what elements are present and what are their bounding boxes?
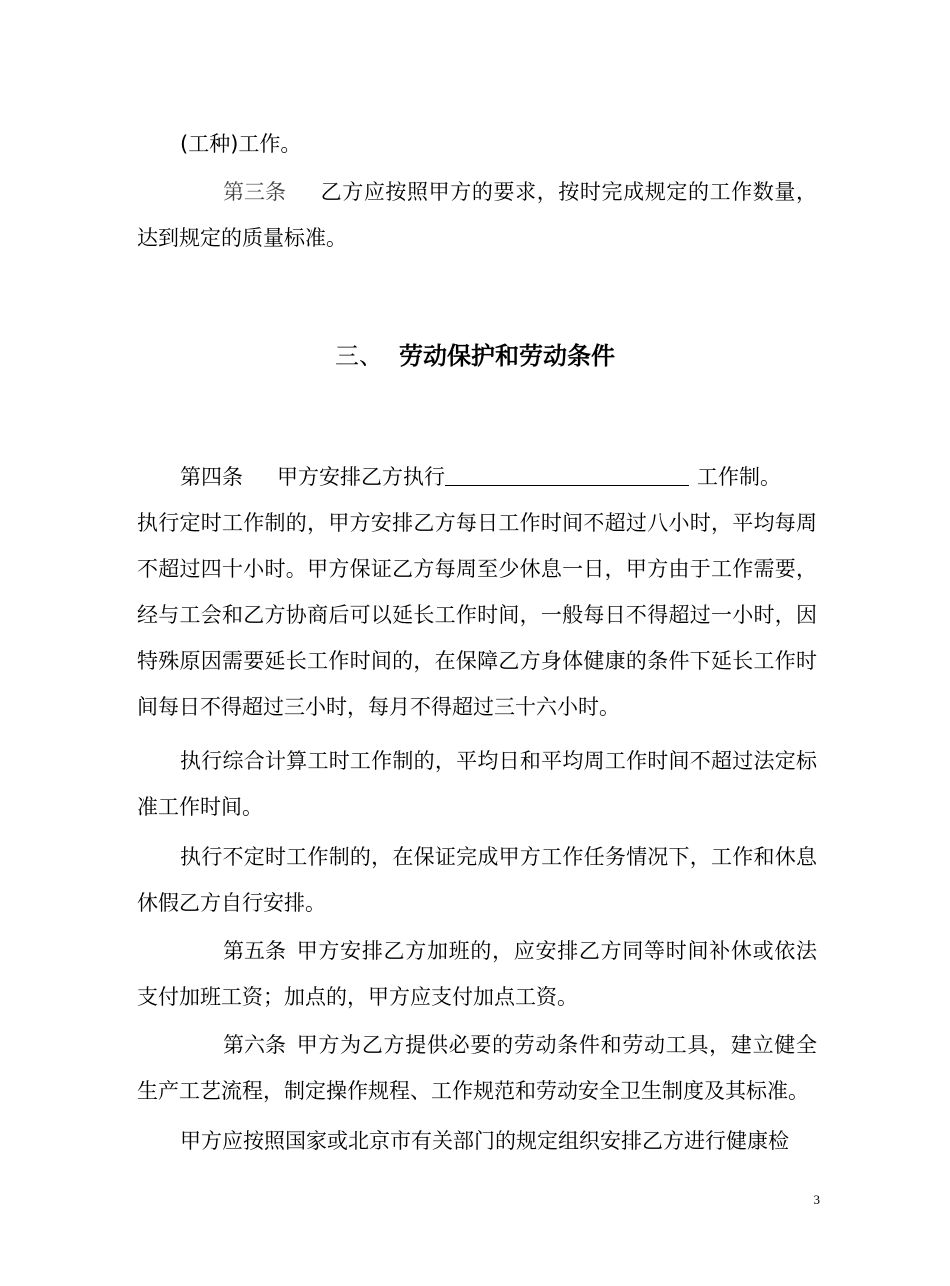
article-4-lead: 甲方安排乙方执行	[277, 465, 445, 489]
article-4-tail: 工作制。	[697, 465, 781, 489]
article-6	[137, 1022, 817, 1114]
section-heading	[0, 336, 950, 376]
article-3-label: 第三条	[223, 180, 286, 204]
article-4-body	[137, 500, 817, 730]
article-6-text: 甲方为乙方提供必要的劳动条件和劳动工具，建立健全生产工艺流程，制定操作规程、工作规范和劳动安全卫生制度及其标准。	[137, 1033, 817, 1103]
page-number: 3	[813, 1192, 820, 1207]
article-4-irregular	[137, 834, 817, 926]
article-6-health	[137, 1118, 817, 1164]
article-3-text: 乙方应按照甲方的要求，按时完成规定的工作数量，达到规定的质量标准。	[137, 180, 817, 250]
irregular-text: 执行不定时工作制的，在保证完成甲方工作任务情况下，工作和休息休假乙方自行安排。	[137, 845, 817, 915]
article-3	[137, 169, 817, 261]
article-4-label: 第四条	[180, 465, 243, 489]
article-5	[137, 928, 817, 1020]
comprehensive-text: 执行综合计算工时工作制的，平均日和平均周工作时间不超过法定标准工作时间。	[137, 749, 817, 819]
health-text: 甲方应按照国家或北京市有关部门的规定组织安排乙方进行健康检	[180, 1129, 789, 1153]
article-4-heading-line	[180, 454, 860, 500]
work-system-blank[interactable]	[445, 463, 689, 486]
section-title: 劳动保护和劳动条件	[399, 342, 615, 370]
article-4-text: 执行定时工作制的，甲方安排乙方每日工作时间不超过八小时，平均每周不超过四十小时。甲方保证乙方每周至少休息一日，甲方由于工作需要，经与工会和乙方协商后可以延长工作时间，一般每日不得超过一小时，因特殊原因需要延长工作时间的，在保障乙方身体健康的条件下延长工作时间每日不得超过三小时，每月不得超过三十六小时。	[137, 511, 817, 719]
fragment-line	[180, 121, 860, 167]
article-6-label: 第六条	[223, 1033, 286, 1057]
article-5-text: 甲方安排乙方加班的，应安排乙方同等时间补休或依法支付加班工资；加点的，甲方应支付加点工资。	[137, 939, 817, 1009]
section-number: 三、	[335, 342, 383, 370]
article-5-label: 第五条	[223, 939, 286, 963]
article-4-comprehensive	[137, 738, 817, 830]
fragment-text: (工种)工作。	[180, 132, 302, 156]
